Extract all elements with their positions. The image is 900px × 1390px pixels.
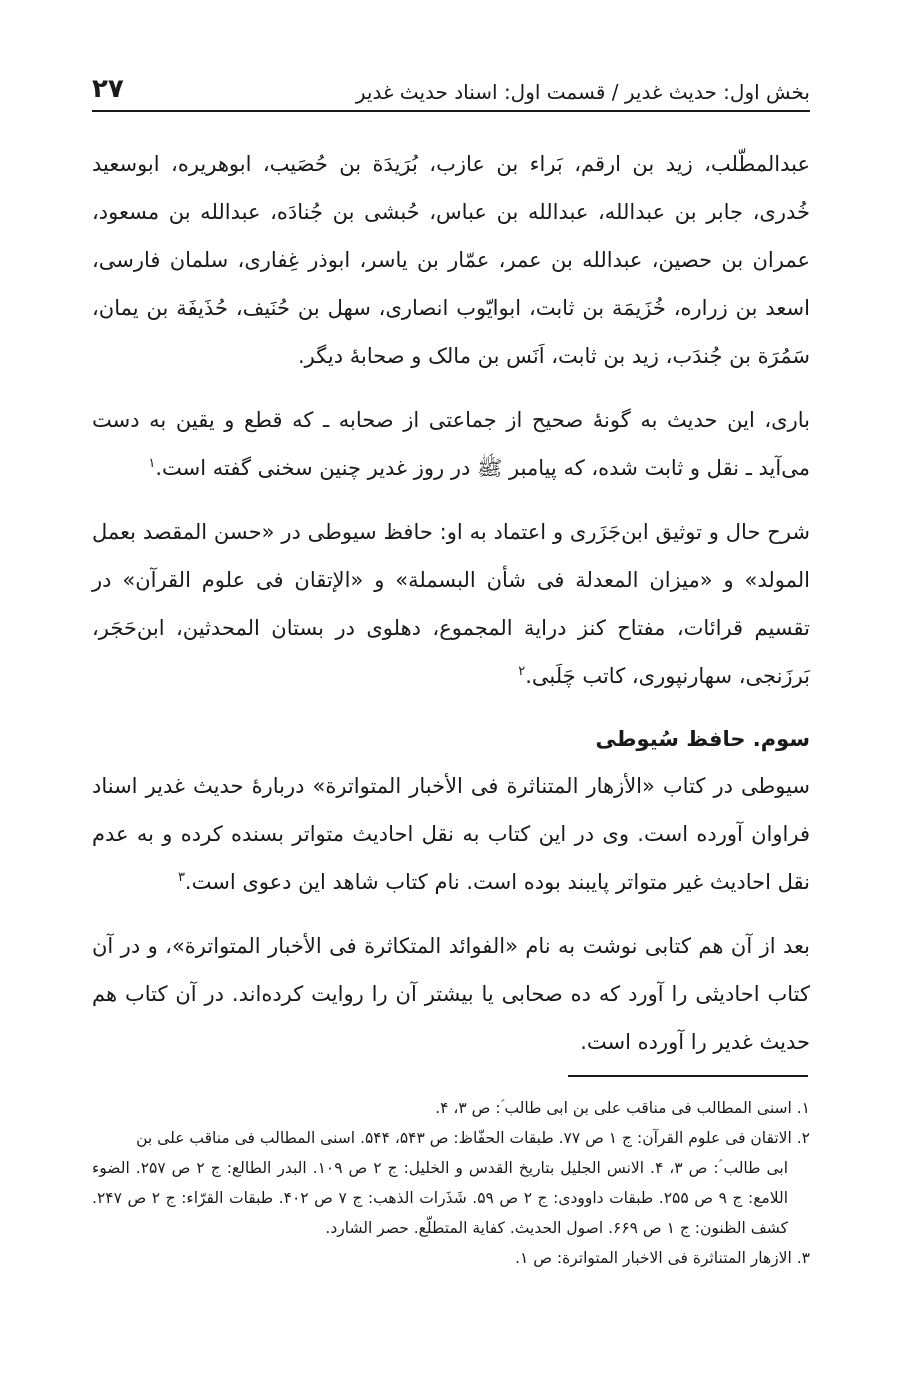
footnote-2-first-line: ۲. الاتقان فی علوم القرآن: ج ۱ ص ۷۷. طبقات الحفّاظ: ص ۵۴۳، ۵۴۴. اسنی المطالب فی مناقب علی بن	[136, 1129, 810, 1147]
main-text	[92, 140, 810, 1082]
paragraph-companions-list	[92, 140, 810, 380]
footnote-ref: ۱	[148, 456, 156, 471]
footnote-divider	[568, 1075, 808, 1077]
section-heading: سوم. حافظ سُیوطی	[595, 727, 810, 751]
paragraph-text: بعد از آن هم کتابی نوشت به نام «الفوائد المتکاثرة فی الأخبار المتواترة»، و در آن کتاب احادیثی را آورد که ده صحابی یا بیشتر آن را روایت کرده‌اند. در آن کتاب هم حدیث غدیر را آورده است.	[92, 934, 810, 1054]
running-title: بخش اول: حدیث غدیر / قسمت اول: اسناد حدیث غدیر	[355, 80, 810, 104]
paragraph-text: سیوطی در کتاب «الأزهار المتناثرة فی الأخبار المتواترة» دربارهٔ حدیث غدیر اسناد فراوان آورده است. وی در این کتاب به نقل احادیث متواتر بسنده کرده و به عدم نقل احادیث غیر متواتر پایبند بوده است. نام کتاب شاهد این دعوی است.	[92, 774, 810, 894]
footnote-2	[92, 1123, 810, 1243]
page-number: ۲۷	[92, 74, 124, 104]
paragraph-hadith-authenticity	[92, 396, 810, 492]
paragraph-text: شرح حال و توثیق ابن‌جَزَری و اعتماد به او: حافظ سیوطی در «حسن المقصد بعمل المولد» و «میزان المعدلة فی شأن البسملة» و «الإتقان فی علوم القرآن» در تقسیم قرائات، مفتاح کنز درایة المجموع، دهلوی در بستان المحدثین، ابن‌حَجَر، بَرزَنجی، سهارنپوری، کاتب چَلَبی.	[92, 520, 810, 688]
footnote-2-continuation: ابی طالب ؑ: ص ۳، ۴. الانس الجلیل بتاریخ القدس و الخلیل: ج ۲ ص ۱۰۹. البدر الطالع: ج ۲ ص ۲۵۷. الضوء اللامع: ج ۹ ص ۲۵۵. طبقات داوودی: ج ۲ ص ۵۹. شَذَرات الذهب: ج ۷ ص ۴۰۲. طبقات القرّاء: ج ۲ ص ۲۴۷. کشف الظنون: ج ۱ ص ۶۶۹. اصول الحدیث. کفایة المتطلّع. حصر الشارد.	[92, 1159, 789, 1237]
page-header	[92, 70, 810, 112]
paragraph-suyuti-azhar	[92, 762, 810, 906]
footnote-ref: ۳	[177, 870, 185, 885]
paragraph-text: عبدالمطّلب، زید بن ارقم، بَراء بن عازب، بُرَیدَة بن حُصَیب، ابوهریره، ابوسعید خُدری، جابر بن عبدالله، عبدالله بن عباس، حُبشی بن جُنادَه، عبدالله بن مسعود، عمران بن حصین، عبدالله بن عمر، عمّار بن یاسر، ابوذر غِفاری، سلمان فارسی، اسعد بن زراره، خُزَیمَة بن ثابت، ابوایّوب انصاری، سهل بن حُنَیف، حُذَیفَة بن یمان، سَمُرَة بن جُندَب، زید بن ثابت، اَنَس بن مالک و صحابهٔ دیگر.	[92, 152, 810, 368]
footnote-ref: ۲	[518, 664, 526, 679]
footnote-1: ۱. اسنی المطالب فی مناقب علی بن ابی طالب ؑ: ص ۳، ۴.	[435, 1099, 810, 1117]
paragraph-suyuti-fawaid	[92, 922, 810, 1066]
footnotes	[92, 1093, 810, 1273]
paragraph-text: باری، این حدیث به گونهٔ صحیح از جماعتی از صحابه ـ که قطع و یقین به دست می‌آید ـ نقل و ثابت شده، که پیامبر ﷺ در روز غدیر چنین سخنی گفته است.	[92, 408, 810, 480]
paragraph-ibn-jazari-biography	[92, 508, 810, 700]
footnote-3: ۳. الازهار المتناثرة فی الاخبار المتواترة: ص ۱.	[515, 1249, 810, 1267]
